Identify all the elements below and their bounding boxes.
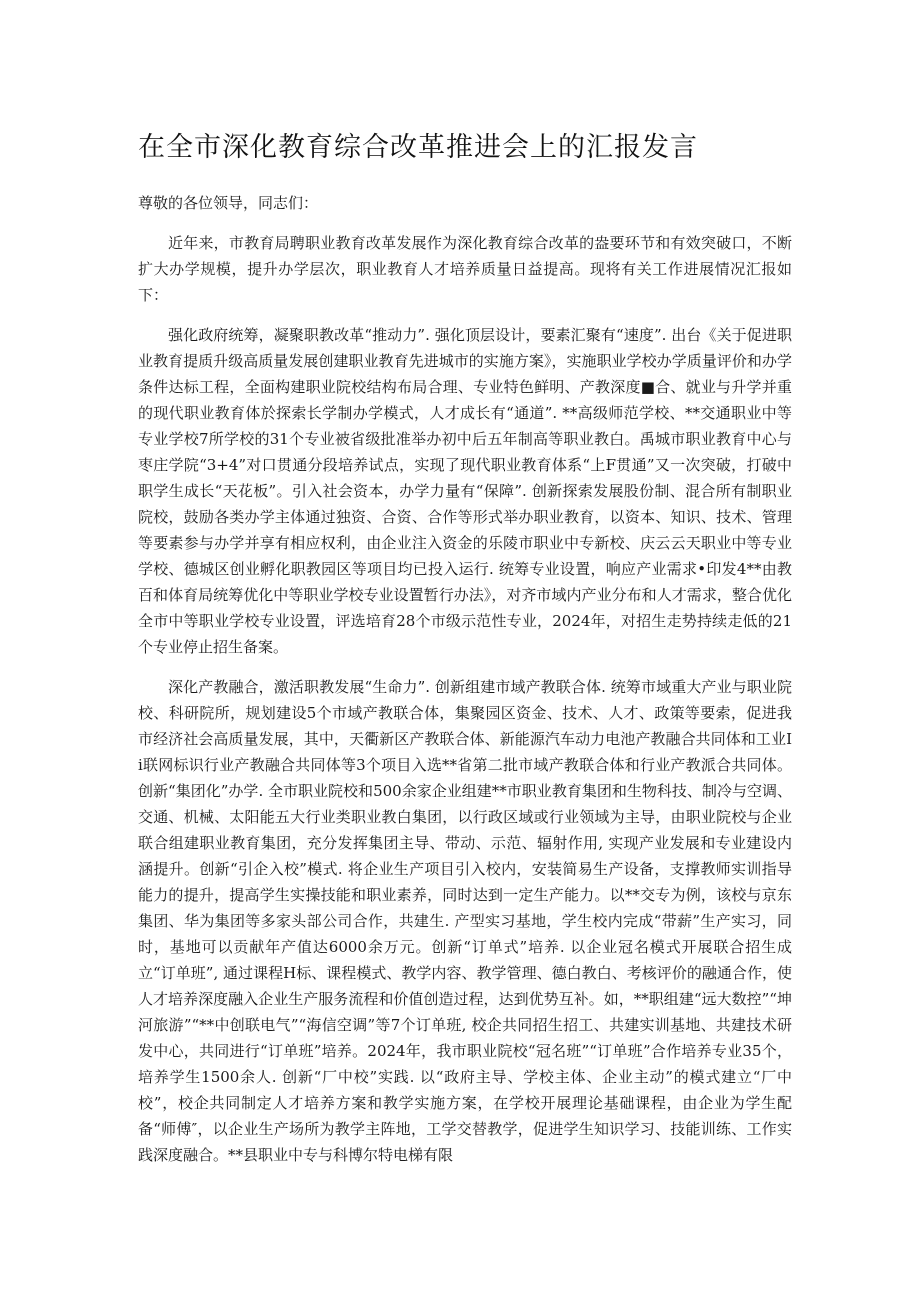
paragraph-intro: 近年来，市教育局聘职业教育改革发展作为深化教育综合改革的盎要环节和有效突破口，不断扩大办学规模，提升办学层次，职业教育人才培养质量日益提高。现将有关工作进展情况汇报如下： xyxy=(138,234,792,304)
paragraph-government-coordination: 强化政府统筹，凝聚职教改革“推动力”. 强化顶层设计，要素汇聚有“速度”. 出台《关于促进职业教育提质升级高质量发展创建职业教育先进城市的实施方案》，实施职业学校办学质量评价和办学条件达标工程，全面构建职业院校结构布局合理、专业特色鲜明、产教深度■合、就业与升学并重的现代职业教育体於探索长学制办学模式，人才成长有“通道”. **高级师范学校、**交通职业中等专业学校7所学校的31个专业被省级批准举办初中后五年制高等职业教白。禹城市职业教育中心与枣庄学院“3+4”对口贯通分段培养试点，实现了现代职业教育体系“上F贯通”又一次突破，打破中职学生成长“天花板”。引入社会资本，办学力量有“保障”. 创新探索发展股份制、混合所有制职业院校，鼓励各类办学主体通过独资、合资、合作等形式举办职业教育，以资本、知识、技术、管理等要素参与办学并享有相应权利，由企业注入资金的乐陵市职业中专新校、庆云云天职业中等专业学校、德城区创业孵化职教园区等项目均已投入运行. 统筹专业设置，响应产业需求•印发4**由教百和体育局统筹优化中等职业学校专业设置暂行办法》，对齐市域内产业分布和人才需求，整合优化全市中等职业学校专业设置，评选培育28个市级示范性专业，2024年，对招生走势持续走低的21个专业停止招生备案。 xyxy=(138,326,792,656)
paragraph-industry-education-integration: 深化产教融合，激活职教发展“生命力”. 创新组建市域产教联合体. 统筹市域重大产业与职业院校、科研院所，规划建设5个市域产教联合体，集聚园区资金、技术、人才、政策等要索，促进我市经济社会高质量发展，其中，天衢新区产教联合体、新能源汽车动力电池产教融合共同体和工业Ii联网标识行业产教融合共同体等3个项目入选**省第二批市域产教联合体和行业产教派合共同体。创新“集团化”办学. 全市职业院校和500余家企业组建**市职业教育集团和生物科技、制冷与空调、交通、机械、太阳能五大行业类职业教白集团，以行政区域或行业领域为主导，由职业院校与企业联合组建职业教育集团，充分发挥集团主导、带动、示范、辐射作用, 实现产业发展和专业建设内涵提升。创新“引企入校”模式. 将企业生产项目引入校内，安装简易生产设备，支撑教师实训指导能力的提升，提高学生实操技能和职业素养，同时达到一定生产能力。以**交专为例，该校与京东集团、华为集团等多家头部公司合作，共建生. 产型实习基地，学生校内完成“带薪”生产实习，同时，基地可以贡献年产值达6000余万元。创新“订单式”培养. 以企业冠名模式开展联合招生成立“订单班”, 通过课程H标、课程模式、教学内容、教学管理、德白教白、考核评价的融通合作，使人才培养深度融入企业生产服务流程和价值创造过程，达到优势互补。如，**职组建“远大数控”“坤河旅游”“**中创联电气”“海信空调”等7个订单班, 校企共同招生招工、共建实训基地、共建技术研发中心，共同进行“订单班”培养。2024年，我市职业院校“冠名班”“订单班”合作培养专业35个，培养学生1500余人. 创新“厂中校”实践. 以“政府主导、学校主体、企业主动”的模式建立“厂中校”，校企共同制定人才培养方案和教学实施方案，在学校开展理论基础课程，由企业为学生配备“师傅″，以企业生产场所为教学主阵地，工学交替教学，促进学生知识学习、技能训练、工作实践深度融合。**县职业中专与科博尔特电梯有限 xyxy=(138,678,792,1164)
salutation: 尊敬的各位领导，同志们： xyxy=(138,194,319,212)
document-title: 在全市深化教育综合改革推进会上的汇报发言 xyxy=(138,132,698,163)
